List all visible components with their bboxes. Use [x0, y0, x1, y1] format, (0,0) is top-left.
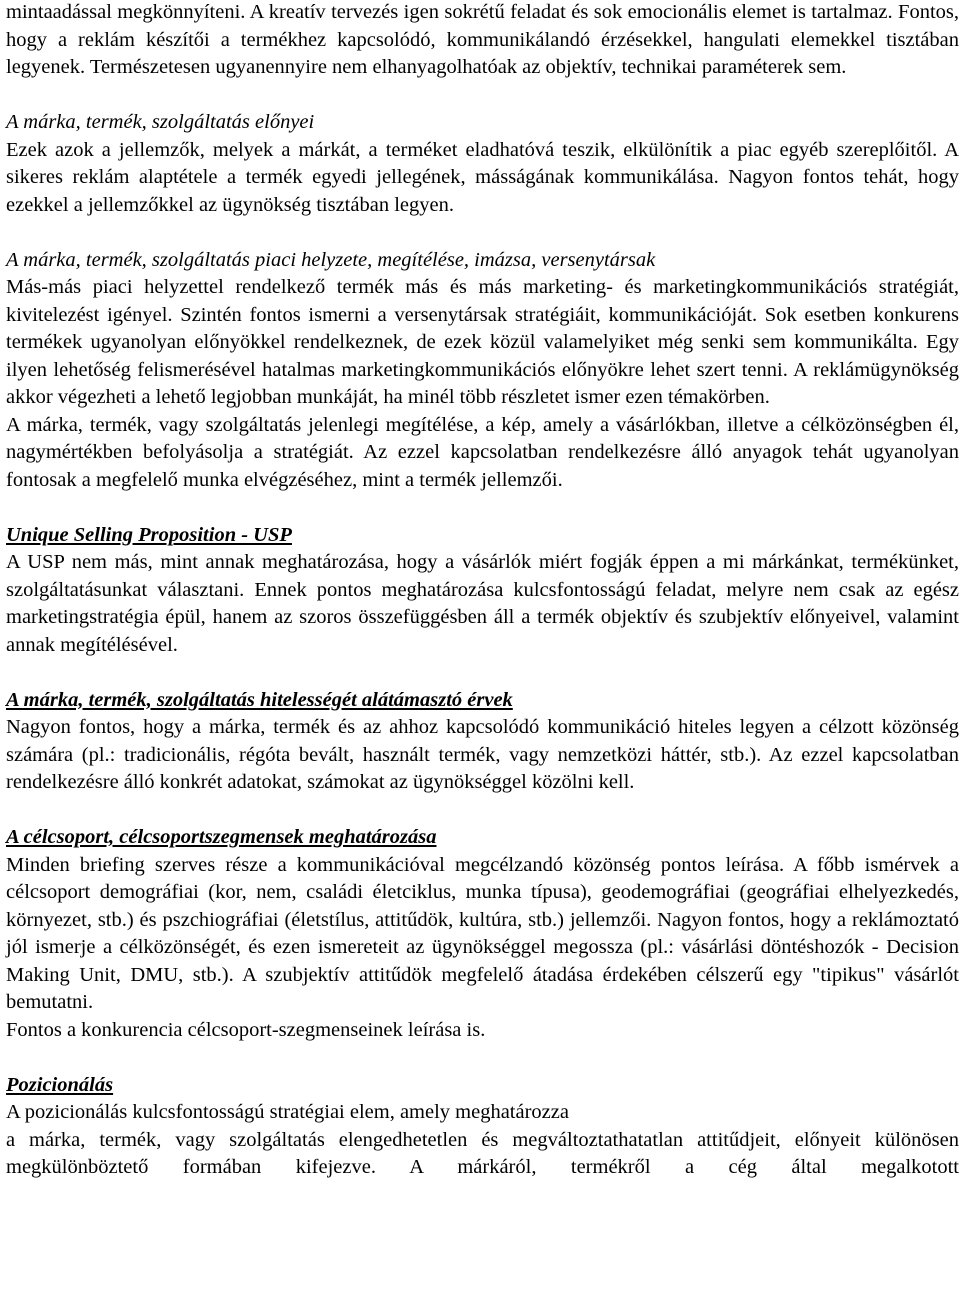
- section-paragraph: Fontos a konkurencia célcsoport-szegmenseinek leírása is.: [6, 1018, 486, 1041]
- section-paragraph: A márka, termék, vagy szolgáltatás jelenlegi megítélése, a kép, amely a vásárlókban, illetve a célközönségben él, nagymértékben befolyásolja a stratégiát. Az ezzel kapcsolatban rendelkezésre álló anyagok tehát ugyanolyan fontosak a megfelelő munka elvégzéséhez, mint a termék jellemzői.: [6, 413, 959, 491]
- section-paragraph: a márka, termék, vagy szolgáltatás elengedhetetlen és megváltoztathatatlan attitűdjeit, előnyeit különösen megkülönböztető formában kifejezve. A márkáról, termékről a cég által megalkotott: [6, 1128, 959, 1178]
- section-credibility: [6, 687, 959, 797]
- section-paragraph: Nagyon fontos, hogy a márka, termék és az ahhoz kapcsolódó kommunikáció hiteles legyen a célzott közönség számára (pl.: tradicionális, régóta bevált, használt termék, vagy nemzetközi háttér, stb.). Az ezzel kapcsolatban rendelkezésre álló konkrét adatokat, számokat az ügynökséggel közölni kell.: [6, 716, 959, 793]
- section-advantages: [6, 109, 959, 219]
- spacer: [6, 494, 959, 522]
- section-heading: A márka, termék, szolgáltatás előnyei: [6, 111, 315, 133]
- spacer: [6, 1044, 959, 1072]
- section-paragraph: Ezek azok a jellemzők, melyek a márkát, a terméket eladhatóvá teszik, elkülönítik a piac egyéb szereplőitől. A sikeres reklám alaptétele a termék egyedi jellegének, másságának kommunikálása. Nagyon fontos tehát, hogy ezekkel a jellemzőkkel az ügynökség tisztában legyen.: [6, 138, 959, 216]
- section-paragraph: A USP nem más, mint annak meghatározása, hogy a vásárlók miért fogják éppen a mi márkánkat, termékünket, szolgáltatásunkat választani. Ennek pontos meghatározása kulcsfontosságú feladat, melyre nem csak az egész marketingstratégia épül, hanem az szoros összefüggésben áll a termék objektív és szubjektív előnyeivel, valamint annak megítélésével.: [6, 551, 959, 656]
- spacer: [6, 797, 959, 825]
- section-heading: A márka, termék, szolgáltatás piaci helyzete, megítélése, imázsa, versenytársak: [6, 248, 656, 271]
- section-usp: [6, 522, 959, 660]
- spacer: [6, 219, 959, 247]
- spacer: [6, 659, 959, 687]
- section-heading: Pozicionálás: [6, 1073, 114, 1096]
- section-line: A pozicionálás kulcsfontosságú stratégiai elem, amely meghatározza: [6, 1101, 569, 1123]
- section-heading: A márka, termék, szolgáltatás hitelességét alátámasztó érvek: [6, 688, 513, 711]
- section-paragraph: Más-más piaci helyzettel rendelkező termék más és más marketing- és marketingkommunikációs stratégiát, kivitelezést igényel. Szintén fontos ismerni a versenytársak stratégiáit, kommunikációját. Sok esetben konkurens termékek ugyanolyan előnyökkel rendelkeznek, de ezek közül valamelyiket még senki sem kommunikálta. Egy ilyen lehetőség felismerésével hatalmas marketingkommunikációs előnyökre lehet szert tenni. A reklámügynökség akkor végezheti a lehető legjobban munkáját, ha minél több részletet ismer ezen témakörben.: [6, 276, 959, 408]
- section-heading: A célcsoport, célcsoportszegmensek meghatározása: [6, 826, 437, 848]
- section-target-group: [6, 824, 959, 1044]
- intro-paragraph: mintaadással megkönnyíteni. A kreatív tervezés igen sokrétű feladat és sok emocionális elemet is tartalmaz. Fontos, hogy a reklám készítői a termékhez kapcsolódó, kommunikálandó érzésekkel, hangulati elemekkel tisztában legyenek. Természetesen ugyanennyire nem elhanyagolhatóak az objektív, technikai paraméterek sem.: [6, 1, 959, 78]
- section-paragraph: Minden briefing szerves része a kommunikációval megcélzandó közönség pontos leírása. A főbb ismérvek a célcsoport demográfiai (kor, nem, családi életciklus, munka típusa), geodemográfiai (geográfiai elhelyezkedés, környezet, stb.) és pszchiográfiai (életstílus, attitűdök, kultúra, stb.) jellemzői. Nagyon fontos, hogy a reklámoztató jól ismerje a célközönségét, és ezen ismereteit az ügynökséggel megossza (pl.: vásárlási döntéshozók - Decision Making Unit, DMU, stb.). A szubjektív attitűdök megfelelő átadása érdekében célszerű egy "tipikus" vásárlót bemutatni.: [6, 853, 959, 1013]
- section-positioning: [6, 1072, 959, 1182]
- document-page: [6, 0, 959, 1182]
- section-market-position: [6, 247, 959, 495]
- section-heading: Unique Selling Proposition - USP: [6, 523, 292, 546]
- spacer: [6, 82, 959, 110]
